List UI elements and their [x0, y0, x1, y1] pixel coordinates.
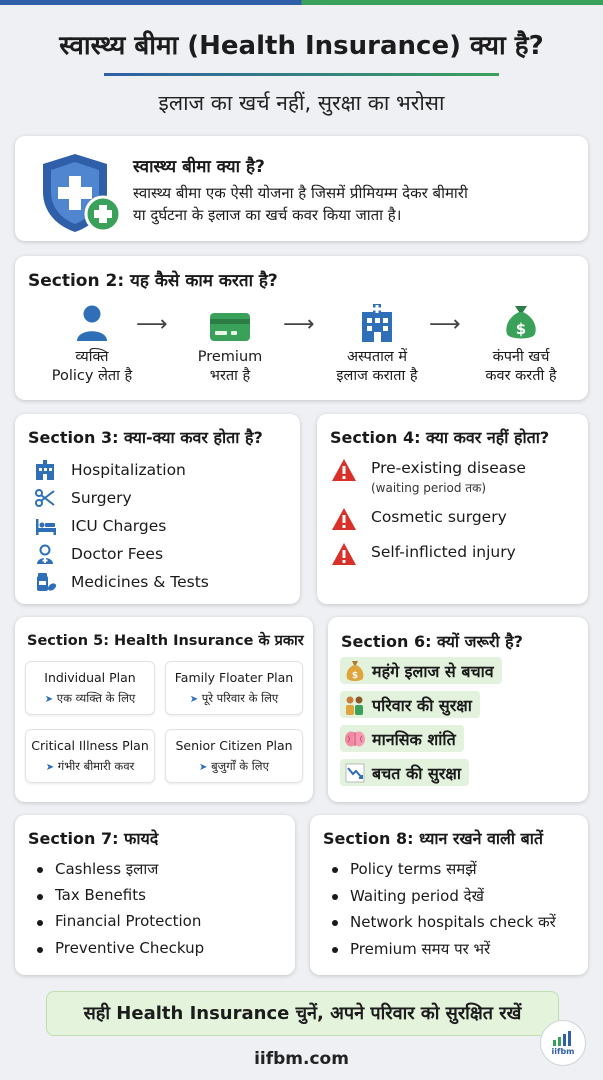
intro-card — [15, 136, 588, 241]
flow-arrow: ⟶ — [136, 312, 168, 337]
not-covered-card — [317, 414, 588, 604]
flow-arrow: ⟶ — [429, 312, 461, 337]
list-item: $ महंगे इलाज से बचाव — [340, 657, 502, 684]
not-covered-heading: Section 4: क्या कवर नहीं होता? — [330, 428, 550, 447]
hospital-icon — [35, 460, 55, 480]
plan-card-family-floater: Family Floater Plan ➤ पूरे परिवार के लिए — [165, 661, 303, 715]
title-underline — [104, 73, 499, 76]
tips-card — [310, 815, 588, 975]
plan-types-heading: Section 5: Health Insurance के प्रकार — [27, 633, 304, 649]
shield-cross-icon — [37, 150, 123, 236]
list-item: Premium समय पर भरें — [332, 939, 556, 966]
money-bag-icon — [345, 660, 365, 682]
pills-icon — [35, 572, 57, 592]
list-item: Policy terms समझें — [332, 859, 556, 886]
plan-card-senior-citizen: Senior Citizen Plan ➤ बुजुर्गों के लिए — [165, 729, 303, 783]
benefits-card — [15, 815, 295, 975]
plan-card-critical-illness: Critical Illness Plan ➤ गंभीर बीमारी कवर — [25, 729, 155, 783]
covered-card — [15, 414, 300, 604]
intro-description: स्वास्थ्य बीमा एक ऐसी योजना है जिसमें प्रीमियम्म देकर बीमारी या दुर्घटना के इलाज का खर्च कवर किया जाता है। — [133, 184, 468, 224]
svg-text:$: $ — [351, 670, 359, 681]
step-policy: व्यक्ति Policy लेता है — [32, 302, 152, 386]
list-item: Surgery — [35, 484, 209, 512]
how-it-works-card — [15, 256, 588, 400]
list-item: Cosmetic surgery — [331, 507, 581, 531]
how-heading: Section 2: यह कैसे काम करता है? — [28, 271, 278, 291]
covered-heading: Section 3: क्या-क्या कवर होता है? — [28, 428, 263, 447]
brand-logo: iifbm — [540, 1020, 586, 1066]
list-item: Medicines & Tests — [35, 568, 209, 596]
list-item: परिवार की सुरक्षा — [340, 691, 480, 718]
list-item: मानसिक शांति — [340, 725, 464, 752]
plan-types-card — [15, 617, 313, 802]
step-company-pays: $ कंपनी खर्च कवर करती है — [461, 302, 581, 386]
top-accent-bar — [0, 0, 603, 5]
list-item: Network hospitals check करें — [332, 912, 556, 939]
list-item: ICU Charges — [35, 512, 209, 540]
money-bag-icon — [503, 302, 539, 342]
why-heading: Section 6: क्यों जरूरी है? — [341, 632, 523, 651]
step-hospital: अस्पताल में इलाज कराता है — [317, 302, 437, 386]
family-icon — [344, 695, 366, 715]
list-item: Waiting period देखें — [332, 886, 556, 913]
step-premium: Premium भरता है — [170, 302, 290, 386]
credit-card-icon — [209, 312, 251, 342]
tips-heading: Section 8: ध्यान रखने वाली बातें — [323, 829, 544, 848]
why-important-card — [328, 617, 588, 802]
flow-arrow: ⟶ — [283, 312, 315, 337]
page-title: स्वास्थ्य बीमा (Health Insurance) क्या है? — [59, 31, 544, 61]
footer-url[interactable]: iifbm.com — [254, 1049, 349, 1069]
chart-down-icon — [345, 763, 365, 783]
growth-chart-icon — [551, 1030, 575, 1046]
plan-card-individual: Individual Plan ➤ एक व्यक्ति के लिए — [25, 661, 155, 715]
cta-banner: सही Health Insurance चुनें, अपने परिवार को सुरक्षित रखें — [46, 991, 559, 1036]
bed-icon — [35, 516, 57, 536]
list-item: Self-inflicted injury — [331, 542, 581, 566]
list-item: Pre-existing disease (waiting period तक) — [331, 458, 581, 496]
person-icon — [75, 304, 109, 342]
list-item: Cashless इलाज — [37, 859, 204, 886]
list-item: बचत की सुरक्षा — [340, 759, 469, 786]
list-item: Financial Protection — [37, 912, 204, 939]
scissors-icon — [35, 488, 55, 508]
intro-heading: स्वास्थ्य बीमा क्या है? — [133, 157, 265, 177]
list-item: Preventive Checkup — [37, 939, 204, 966]
hospital-icon — [359, 304, 395, 342]
list-item: Tax Benefits — [37, 886, 204, 913]
page-subtitle: इलाज का खर्च नहीं, सुरक्षा का भरोसा — [158, 91, 445, 115]
warning-icon — [331, 507, 357, 531]
list-item: Doctor Fees — [35, 540, 209, 568]
list-item: Hospitalization — [35, 456, 209, 484]
warning-icon — [331, 542, 357, 566]
brain-icon — [344, 730, 366, 748]
benefits-heading: Section 7: फायदे — [28, 829, 159, 848]
svg-text:$: $ — [515, 320, 527, 338]
doctor-icon — [35, 544, 55, 564]
warning-icon — [331, 458, 357, 482]
